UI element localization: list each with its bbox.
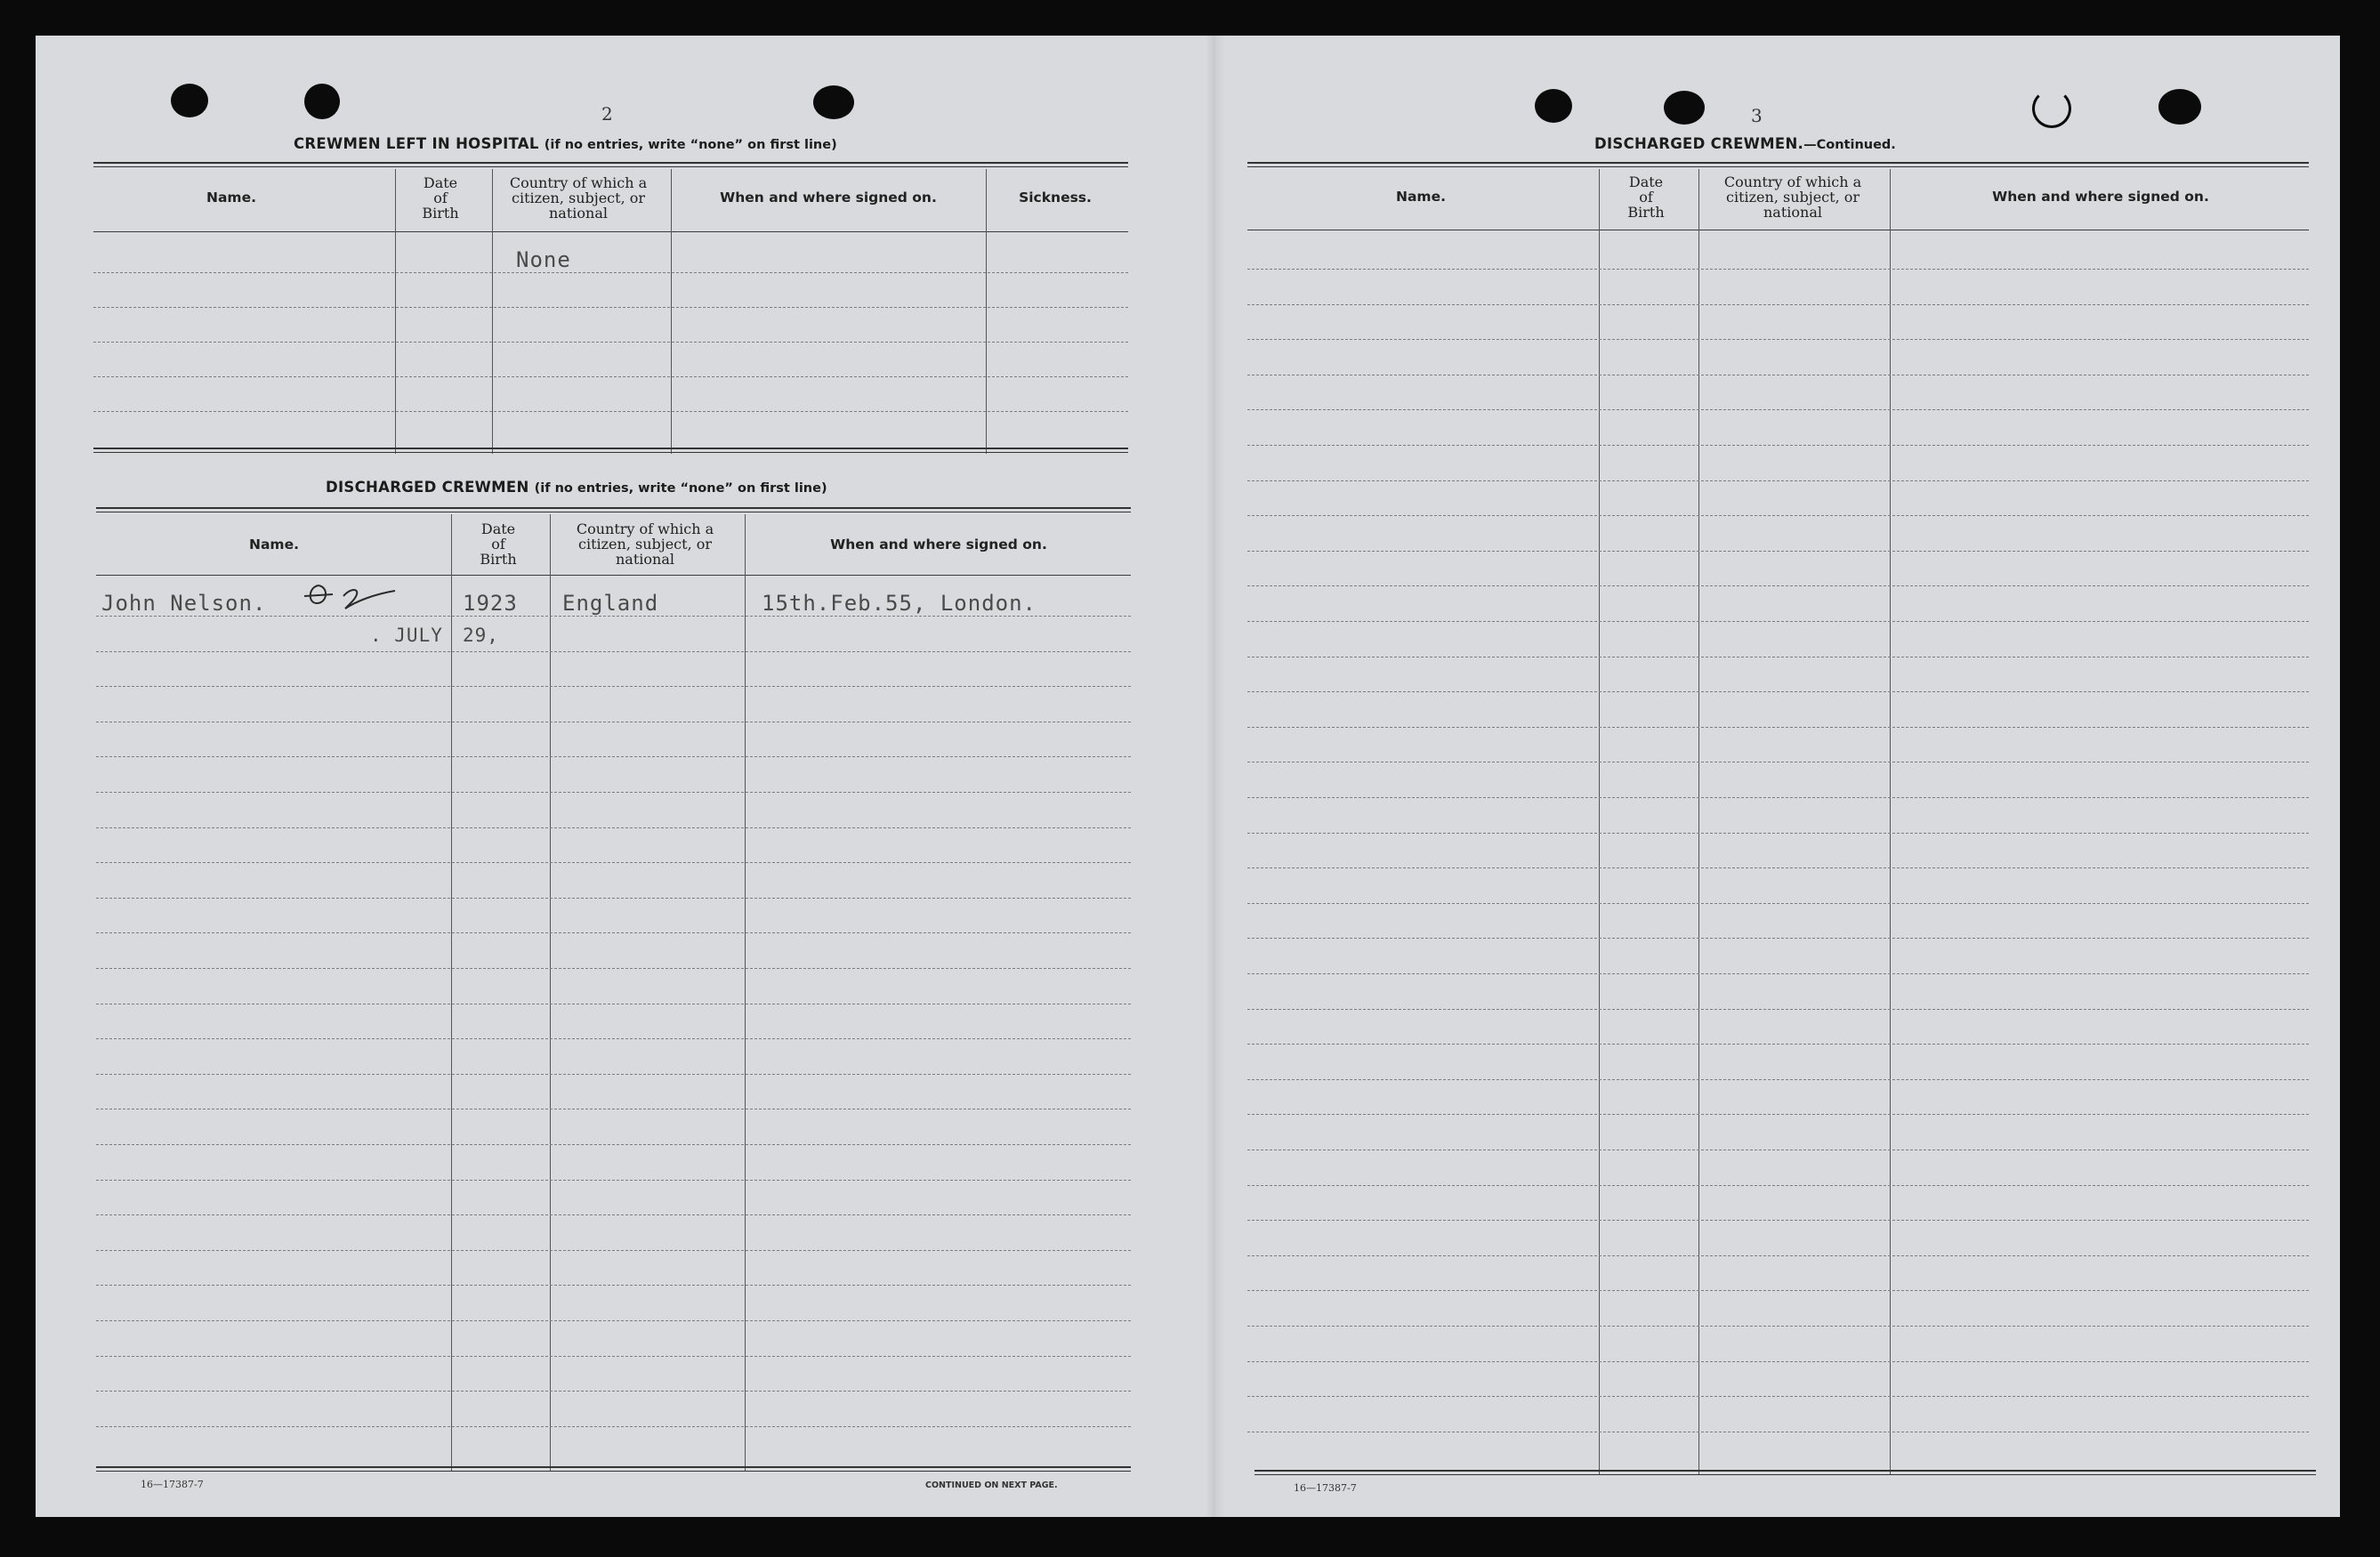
dotted-row-line xyxy=(1247,551,2309,552)
entry-birth-year: 1923 xyxy=(463,591,518,616)
dotted-row-line xyxy=(1247,1009,2309,1010)
dotted-row-line xyxy=(1247,903,2309,904)
dotted-row-line xyxy=(96,968,1131,969)
discharged-header-rule xyxy=(96,575,1131,576)
dotted-row-line xyxy=(93,376,1128,377)
entry-birth-month: . JULY xyxy=(370,625,443,646)
dotted-row-line xyxy=(1247,339,2309,340)
dotted-row-line xyxy=(1247,1255,2309,1256)
hospital-col-country: Country of which a citizen, subject, or national xyxy=(509,174,648,222)
punch-hole xyxy=(1664,91,1705,125)
dotted-row-line xyxy=(96,1074,1131,1075)
entry-signed-on: 15th.Feb.55, London. xyxy=(762,591,1037,616)
discharged-section-title xyxy=(326,479,827,496)
double-rule xyxy=(93,448,1128,453)
hospital-entry-none: None xyxy=(516,247,571,272)
double-rule xyxy=(1255,1470,2316,1475)
discharged-col-country: Country of which a citizen, subject, or national xyxy=(576,520,714,568)
dotted-row-line xyxy=(96,792,1131,793)
dotted-row-line xyxy=(96,651,1131,652)
page-spine xyxy=(1206,36,1225,1517)
hospital-col-name: Name. xyxy=(206,190,256,206)
column-divider xyxy=(1698,169,1699,1475)
column-divider xyxy=(1890,169,1891,1475)
dotted-row-line xyxy=(96,1214,1131,1215)
dotted-row-line xyxy=(96,1391,1131,1392)
dotted-row-line xyxy=(96,756,1131,757)
dotted-row-line xyxy=(1247,304,2309,305)
discharged-col-dob: Date of Birth xyxy=(480,520,517,568)
punch-hole xyxy=(171,84,208,117)
dotted-row-line xyxy=(1247,1361,2309,1362)
discharged-title-note: (if no entries, write “none” on first line) xyxy=(534,481,827,496)
dotted-row-line xyxy=(96,1320,1131,1321)
dotted-row-line xyxy=(1247,480,2309,481)
dotted-row-line xyxy=(96,932,1131,933)
right-col-name: Name. xyxy=(1396,189,1446,205)
punch-hole xyxy=(2158,89,2201,125)
double-rule xyxy=(1247,162,2309,167)
dotted-row-line xyxy=(96,1356,1131,1357)
dotted-row-line xyxy=(96,1426,1131,1427)
double-rule xyxy=(96,507,1131,512)
dotted-row-line xyxy=(1247,1044,2309,1045)
dotted-row-line xyxy=(1247,1079,2309,1080)
right-form-number: 16—17387-7 xyxy=(1294,1482,1357,1494)
dotted-row-line xyxy=(1247,269,2309,270)
column-divider xyxy=(745,514,746,1471)
column-divider xyxy=(451,514,452,1471)
right-title-suffix: —Continued. xyxy=(1803,138,1896,152)
dotted-row-line xyxy=(93,411,1128,412)
entry-country: England xyxy=(562,591,659,616)
discharged-col-signed: When and where signed on. xyxy=(830,536,1047,553)
punch-hole xyxy=(813,85,854,119)
entry-name: John Nelson. xyxy=(101,591,267,616)
dotted-row-line xyxy=(96,686,1131,687)
punch-hole xyxy=(1535,89,1572,123)
double-rule xyxy=(93,162,1128,167)
continued-note: CONTINUED ON NEXT PAGE. xyxy=(925,1480,1058,1490)
dotted-row-line xyxy=(1247,1290,2309,1291)
dotted-row-line xyxy=(96,827,1131,828)
dotted-row-line xyxy=(1247,1114,2309,1115)
right-section-title xyxy=(1594,135,1896,152)
dotted-row-line xyxy=(1247,727,2309,728)
dotted-row-line xyxy=(96,616,1131,617)
dotted-row-line xyxy=(96,898,1131,899)
dotted-row-line xyxy=(93,342,1128,343)
hospital-title-note: (if no entries, write “none” on first line) xyxy=(544,138,837,152)
punch-hole xyxy=(2032,89,2071,128)
dotted-row-line xyxy=(1247,1396,2309,1397)
hospital-title-text: CREWMEN LEFT IN HOSPITAL xyxy=(294,135,539,152)
dotted-row-line xyxy=(93,307,1128,308)
dotted-row-line xyxy=(1247,973,2309,974)
punch-hole xyxy=(304,84,340,119)
discharged-col-name: Name. xyxy=(249,536,299,553)
dotted-row-line xyxy=(1247,1326,2309,1327)
discharged-title-text: DISCHARGED CREWMEN xyxy=(326,479,529,496)
hospital-col-signed: When and where signed on. xyxy=(720,190,937,206)
dotted-row-line xyxy=(1247,833,2309,834)
dotted-row-line xyxy=(96,1180,1131,1181)
right-page-number: 3 xyxy=(1751,105,1763,126)
dotted-row-line xyxy=(1247,1220,2309,1221)
column-divider xyxy=(550,514,551,1471)
column-divider xyxy=(1599,169,1600,1475)
double-rule xyxy=(96,1466,1131,1472)
hospital-section-title xyxy=(294,135,837,152)
hospital-col-sickness: Sickness. xyxy=(1019,190,1092,206)
dotted-row-line xyxy=(1247,867,2309,868)
dotted-row-line xyxy=(1247,409,2309,410)
scanned-form-spread xyxy=(36,36,2340,1517)
dotted-row-line xyxy=(96,1250,1131,1251)
left-page-number: 2 xyxy=(601,103,613,125)
right-col-dob: Date of Birth xyxy=(1627,173,1665,221)
left-form-number: 16—17387-7 xyxy=(141,1479,204,1490)
dotted-row-line xyxy=(1247,797,2309,798)
dotted-row-line xyxy=(1247,445,2309,446)
dotted-row-line xyxy=(96,862,1131,863)
dotted-row-line xyxy=(96,1038,1131,1039)
dotted-row-line xyxy=(96,1144,1131,1145)
dotted-row-line xyxy=(1247,621,2309,622)
right-col-signed: When and where signed on. xyxy=(1992,189,2209,205)
dotted-row-line xyxy=(96,1285,1131,1286)
dotted-row-line xyxy=(93,272,1128,273)
right-title-text: DISCHARGED CREWMEN. xyxy=(1594,135,1804,152)
dotted-row-line xyxy=(1247,585,2309,586)
handwritten-mark xyxy=(303,577,400,621)
dotted-row-line xyxy=(1247,691,2309,692)
right-col-country: Country of which a citizen, subject, or national xyxy=(1723,173,1862,221)
dotted-row-line xyxy=(1247,1185,2309,1186)
dotted-row-line xyxy=(1247,515,2309,516)
entry-birth-day: 29, xyxy=(463,625,499,646)
hospital-header-rule xyxy=(93,231,1128,232)
hospital-col-dob: Date of Birth xyxy=(422,174,459,222)
dotted-row-line xyxy=(1247,938,2309,939)
